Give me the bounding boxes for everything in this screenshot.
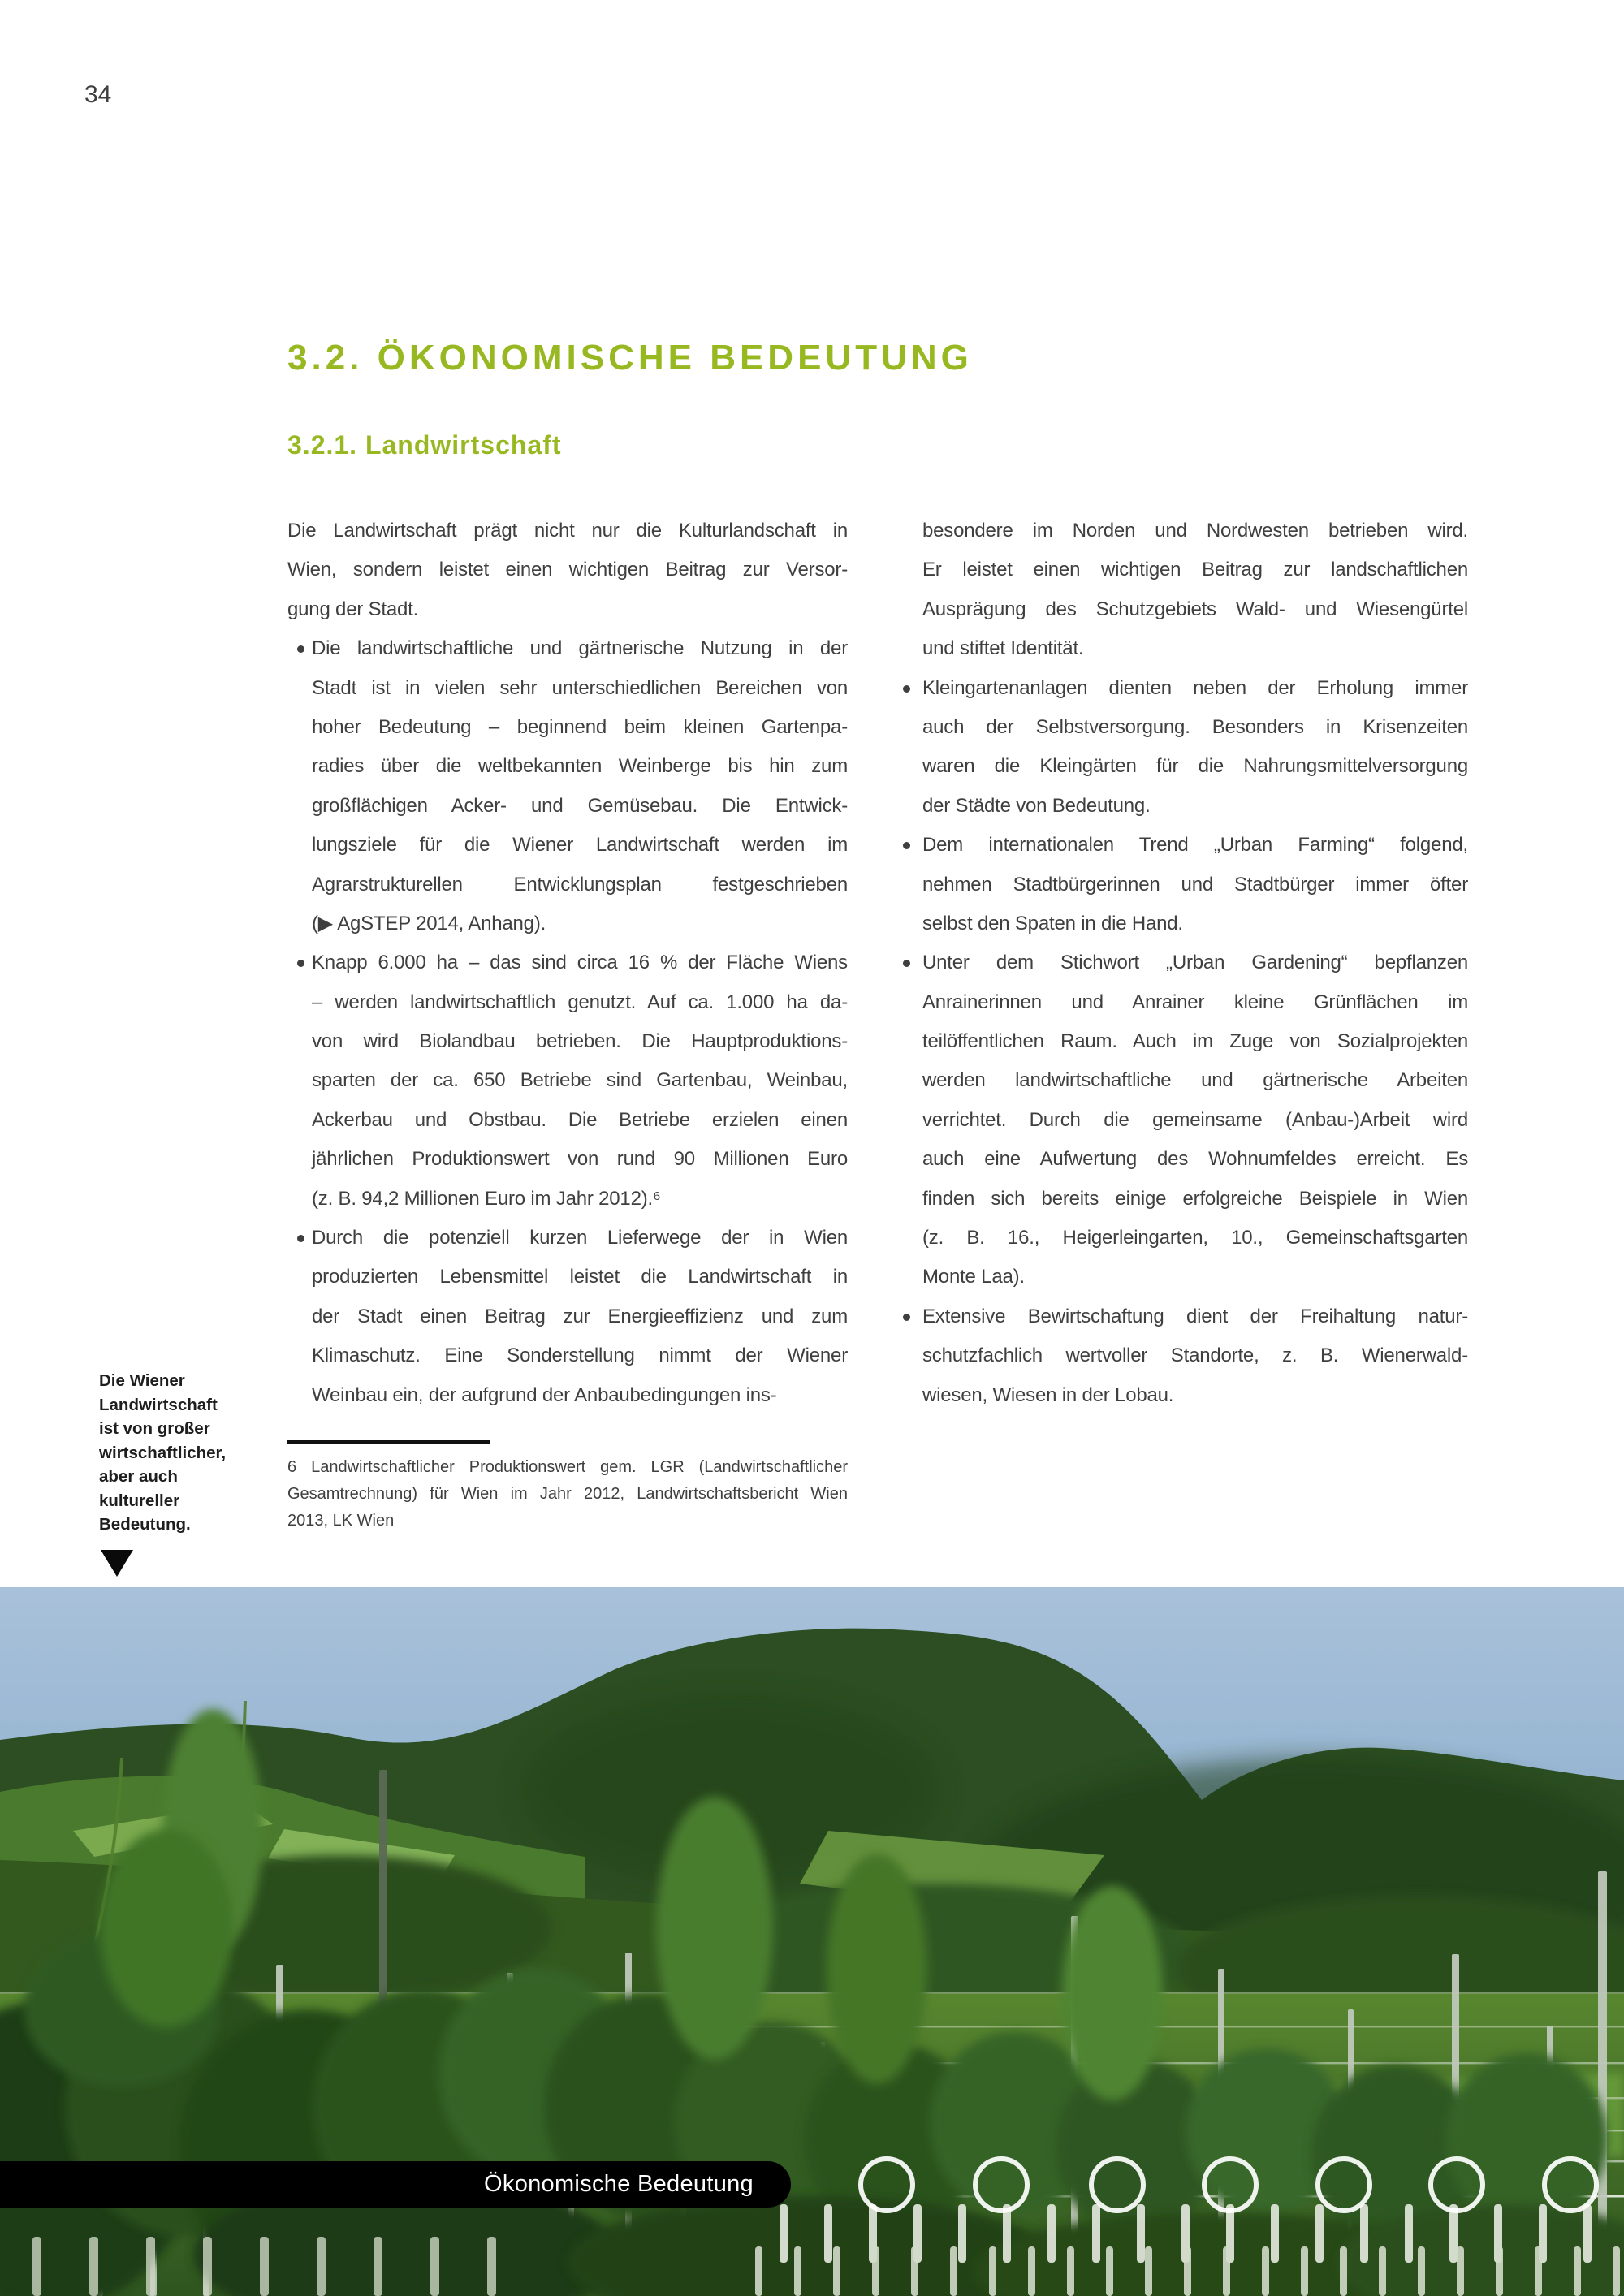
- text-line: der Stadt einen Beitrag zur Energieeffizienz und zum: [312, 1305, 848, 1327]
- bullet-icon: [903, 685, 910, 693]
- footnote-line: 6 Landwirtschaftlicher Produktionswert gem. LGR (Landwirtschaftlicher: [287, 1458, 848, 1476]
- margin-note-line: kultureller: [99, 1491, 180, 1510]
- text-line: Er leistet einen wichtigen Beitrag zur landschaftlichen: [922, 559, 1468, 581]
- text-line: Agrarstrukturellen Entwicklungsplan festgeschrieben: [312, 873, 848, 896]
- text-line: Dem internationalen Trend „Urban Farming“ folgend,: [922, 834, 1468, 857]
- photo-caption-text: Ökonomische Bedeutung: [484, 2171, 754, 2197]
- footnote-text: [287, 1454, 848, 1534]
- bullet-icon: [903, 842, 910, 849]
- margin-note-line: Die Wiener: [99, 1371, 185, 1390]
- footnote: [287, 1440, 848, 1534]
- text-line: auch der Selbstversorgung. Besonders in Krisenzeiten: [922, 715, 1468, 738]
- section-heading: 3.2. ÖKONOMISCHE BEDEUTUNG: [287, 338, 973, 378]
- nav-circle: [1202, 2156, 1259, 2213]
- text-line: finden sich bereits einige erfolgreiche Beispiele in Wien: [922, 1187, 1468, 1210]
- bullet-icon: [297, 645, 304, 653]
- margin-note: [99, 1369, 278, 1577]
- text-line: Durch die potenziell kurzen Lieferwege der in Wien: [312, 1227, 848, 1249]
- text-line: Extensive Bewirtschaftung dient der Freihaltung natur-: [922, 1305, 1468, 1327]
- text-line: (▶ AgSTEP 2014, Anhang).: [312, 912, 546, 934]
- margin-note-line: ist von großer: [99, 1419, 210, 1438]
- text-line: Ausprägung des Schutzgebiets Wald- und Wiesengürtel: [922, 598, 1468, 620]
- text-line: auch eine Aufwertung des Wohnumfeldes erreicht. Es: [922, 1148, 1468, 1171]
- down-triangle-marker: [101, 1550, 133, 1577]
- nav-circle: [1089, 2156, 1146, 2213]
- text-line: Wien, sondern leistet einen wichtigen Beitrag zur Versor-: [287, 559, 848, 581]
- text-line: (z. B. 94,2 Millionen Euro im Jahr 2012).⁶: [312, 1187, 661, 1210]
- text-line: gung der Stadt.: [287, 598, 419, 620]
- nav-circle: [1428, 2156, 1485, 2213]
- text-line: Ackerbau und Obstbau. Die Betriebe erzielen einen: [312, 1108, 848, 1131]
- bullet-icon: [297, 1235, 304, 1242]
- text-line: teilöffentlichen Raum. Auch im Zuge von Sozialprojekten: [922, 1030, 1468, 1053]
- text-line: Monte Laa).: [922, 1266, 1025, 1288]
- text-line: nehmen Stadtbürgerinnen und Stadtbürger immer öfter: [922, 873, 1468, 896]
- text-line: verrichtet. Durch die gemeinsame (Anbau-)Arbeit wird: [922, 1108, 1468, 1131]
- text-line: selbst den Spaten in die Hand.: [922, 912, 1183, 934]
- text-line: hoher Bedeutung – beginnend beim kleinen Gartenpa-: [312, 715, 848, 738]
- text-block: [901, 943, 1468, 1297]
- vineyard-photo: [0, 1587, 1624, 2296]
- text-line: werden landwirtschaftliche und gärtnerische Arbeiten: [922, 1069, 1468, 1092]
- bullet-icon: [903, 960, 910, 967]
- bullet-icon: [297, 960, 304, 967]
- margin-note-line: wirtschaftlicher,: [99, 1443, 227, 1462]
- nav-circle: [973, 2156, 1030, 2213]
- text-block: [901, 1297, 1468, 1415]
- text-line: Die Landwirtschaft prägt nicht nur die Kulturlandschaft in: [287, 520, 848, 542]
- text-line: großflächigen Acker- und Gemüsebau. Die Entwick-: [312, 794, 848, 817]
- margin-note-line: Bedeutung.: [99, 1515, 191, 1534]
- footnote-rule: [287, 1440, 490, 1444]
- text-line: Die landwirtschaftliche und gärtnerische Nutzung in der: [312, 637, 848, 660]
- text-line: Weinbau ein, der aufgrund der Anbaubedingungen ins-: [312, 1383, 777, 1406]
- text-line: jährlichen Produktionswert von rund 90 Millionen Euro: [312, 1148, 848, 1171]
- subsection-heading: 3.2.1. Landwirtschaft: [287, 430, 562, 460]
- photo-caption-pill: [0, 2161, 791, 2208]
- text-block: [901, 669, 1468, 826]
- text-block: [287, 629, 848, 943]
- text-line: Unter dem Stichwort „Urban Gardening“ bepflanzen: [922, 952, 1468, 974]
- text-line: wiesen, Wiesen in der Lobau.: [922, 1383, 1174, 1406]
- text-line: (z. B. 16., Heigerleingarten, 10., Gemeinschaftsgarten: [922, 1227, 1468, 1249]
- text-block: [287, 943, 848, 1219]
- text-block: [901, 826, 1468, 943]
- text-line: von wird Biolandbau betrieben. Die Hauptproduktions-: [312, 1030, 848, 1053]
- text-line: – werden landwirtschaftlich genutzt. Auf ca. 1.000 ha da-: [312, 990, 848, 1013]
- text-line: radies über die weltbekannten Weinberge bis hin zum: [312, 755, 848, 778]
- text-line: waren die Kleingärten für die Nahrungsmittelversorgung: [922, 755, 1468, 778]
- text-line: Klimaschutz. Eine Sonderstellung nimmt der Wiener: [312, 1344, 848, 1367]
- text-line: Knapp 6.000 ha – das sind circa 16 % der Fläche Wiens: [312, 952, 848, 974]
- text-line: Kleingartenanlagen dienten neben der Erholung immer: [922, 676, 1468, 699]
- text-line: besondere im Norden und Nordwesten betrieben wird.: [922, 520, 1468, 542]
- footnote-line: Gesamtrechnung) für Wien im Jahr 2012, Landwirtschaftsbericht Wien: [287, 1485, 848, 1503]
- nav-circle: [1315, 2156, 1372, 2213]
- text-line: schutzfachlich wertvoller Standorte, z. B. Wienerwald-: [922, 1344, 1468, 1367]
- text-line: Stadt ist in vielen sehr unterschiedlichen Bereichen von: [312, 676, 848, 699]
- text-block: [287, 1219, 848, 1415]
- body-column-right: [901, 511, 1468, 1415]
- text-block: [901, 511, 1468, 669]
- text-block: [287, 511, 848, 629]
- text-line: sparten der ca. 650 Betriebe sind Gartenbau, Weinbau,: [312, 1069, 848, 1092]
- text-line: lungsziele für die Wiener Landwirtschaft werden im: [312, 834, 848, 857]
- page-number: 34: [84, 81, 112, 108]
- text-line: der Städte von Bedeutung.: [922, 794, 1151, 817]
- nav-circle: [1542, 2156, 1599, 2213]
- footnote-line: 2013, LK Wien: [287, 1512, 395, 1530]
- text-line: Anrainerinnen und Anrainer kleine Grünflächen im: [922, 990, 1468, 1013]
- text-line: produzierten Lebensmittel leistet die Landwirtschaft in: [312, 1266, 848, 1288]
- margin-note-line: Landwirtschaft: [99, 1395, 218, 1414]
- text-line: und stiftet Identität.: [922, 637, 1084, 660]
- bullet-icon: [903, 1314, 910, 1321]
- nav-circle: [858, 2156, 915, 2213]
- margin-note-text: [99, 1369, 278, 1537]
- margin-note-line: aber auch: [99, 1467, 178, 1486]
- body-column-left: [287, 511, 848, 1415]
